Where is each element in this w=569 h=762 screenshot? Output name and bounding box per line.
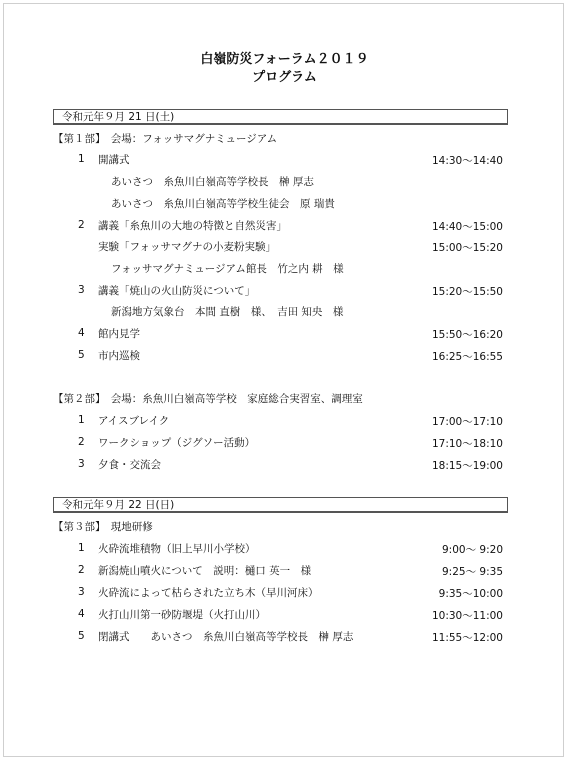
- item-time: 17:00～17:10: [431, 416, 503, 428]
- item-text: 講義「糸魚川の大地の特徴と自然災害」: [98, 220, 287, 232]
- item-number: 5: [78, 349, 85, 361]
- item-time: 9:25～ 9:35: [442, 566, 503, 578]
- item-text: 火砕流によって枯らされた立ち木（早川河床）: [98, 587, 319, 599]
- day2-date: 令和元年９月 22 日(日): [53, 497, 508, 513]
- part1-speaker-1: フォッサマグナミュージアム館長 竹之内 耕 様: [111, 263, 344, 275]
- item-time: 14:40～15:00: [431, 221, 503, 233]
- item-text: 火打山川第一砂防堰堤（火打山川）: [98, 609, 266, 621]
- item-text: 市内巡検: [98, 350, 140, 362]
- item-number: 1: [78, 542, 85, 554]
- item-text: 閉講式 あいさつ 糸魚川白嶺高等学校長 榊 厚志: [98, 631, 354, 643]
- item-time: 18:15～19:00: [431, 460, 503, 472]
- item-time: 15:20～15:50: [431, 286, 503, 298]
- item-number: 2: [78, 564, 85, 576]
- item-time: 10:30～11:00: [431, 610, 503, 622]
- item-text: ワークショップ（ジグソー活動）: [98, 437, 256, 449]
- item-number: 1: [78, 414, 85, 426]
- item-time: 15:00～15:20: [431, 242, 503, 254]
- item-time: 17:10～18:10: [431, 438, 503, 450]
- part1-label: 【第１部】 会場：フォッサマグナミュージアム: [53, 133, 278, 145]
- item-time: 15:50～16:20: [431, 329, 503, 341]
- part1-greeting-1: あいさつ 糸魚川白嶺高等学校長 榊 厚志: [111, 176, 314, 188]
- item-number: 3: [78, 458, 85, 470]
- item-time: 9:00～ 9:20: [442, 544, 503, 556]
- document-title: 白嶺防災フォーラム２０１９: [200, 52, 369, 67]
- item-number: 5: [78, 630, 85, 642]
- item-text: 夕食・交流会: [98, 459, 161, 471]
- item-time: 16:25～16:55: [431, 351, 503, 363]
- item-text: 講義「焼山の火山防災について」: [98, 285, 256, 297]
- item-time: 9:35～10:00: [438, 588, 503, 600]
- item-number: 1: [78, 153, 85, 165]
- item-text: 新潟焼山噴火について 説明：樋口 英一 様: [98, 565, 312, 577]
- item-number: 2: [78, 219, 85, 231]
- item-text: アイスブレイク: [98, 415, 170, 427]
- item-number: 2: [78, 436, 85, 448]
- item-time: 14:30～14:40: [431, 155, 503, 167]
- part3-label: 【第３部】 現地研修: [53, 521, 153, 533]
- item-text: 火砕流堆積物（旧上早川小学校）: [98, 543, 256, 555]
- document-subtitle: プログラム: [252, 70, 317, 85]
- item-text: 開講式: [98, 154, 130, 166]
- part1-greeting-2: あいさつ 糸魚川白嶺高等学校生徒会 原 瑞貴: [111, 198, 335, 210]
- item-number: 4: [78, 608, 85, 620]
- item-time: 11:55～12:00: [431, 632, 503, 644]
- item-text: 館内見学: [98, 328, 140, 340]
- item-number: 4: [78, 327, 85, 339]
- day1-date: 令和元年９月 21 日(土): [53, 109, 508, 125]
- item-number: 3: [78, 284, 85, 296]
- part1-speaker-2: 新潟地方気象台 本間 直樹 様、 吉田 知央 様: [111, 306, 344, 318]
- item-number: 3: [78, 586, 85, 598]
- part2-label: 【第２部】 会場：糸魚川白嶺高等学校 家庭総合実習室、調理室: [53, 393, 363, 405]
- item-text: 実験「フォッサマグナの小麦粉実験」: [98, 241, 276, 253]
